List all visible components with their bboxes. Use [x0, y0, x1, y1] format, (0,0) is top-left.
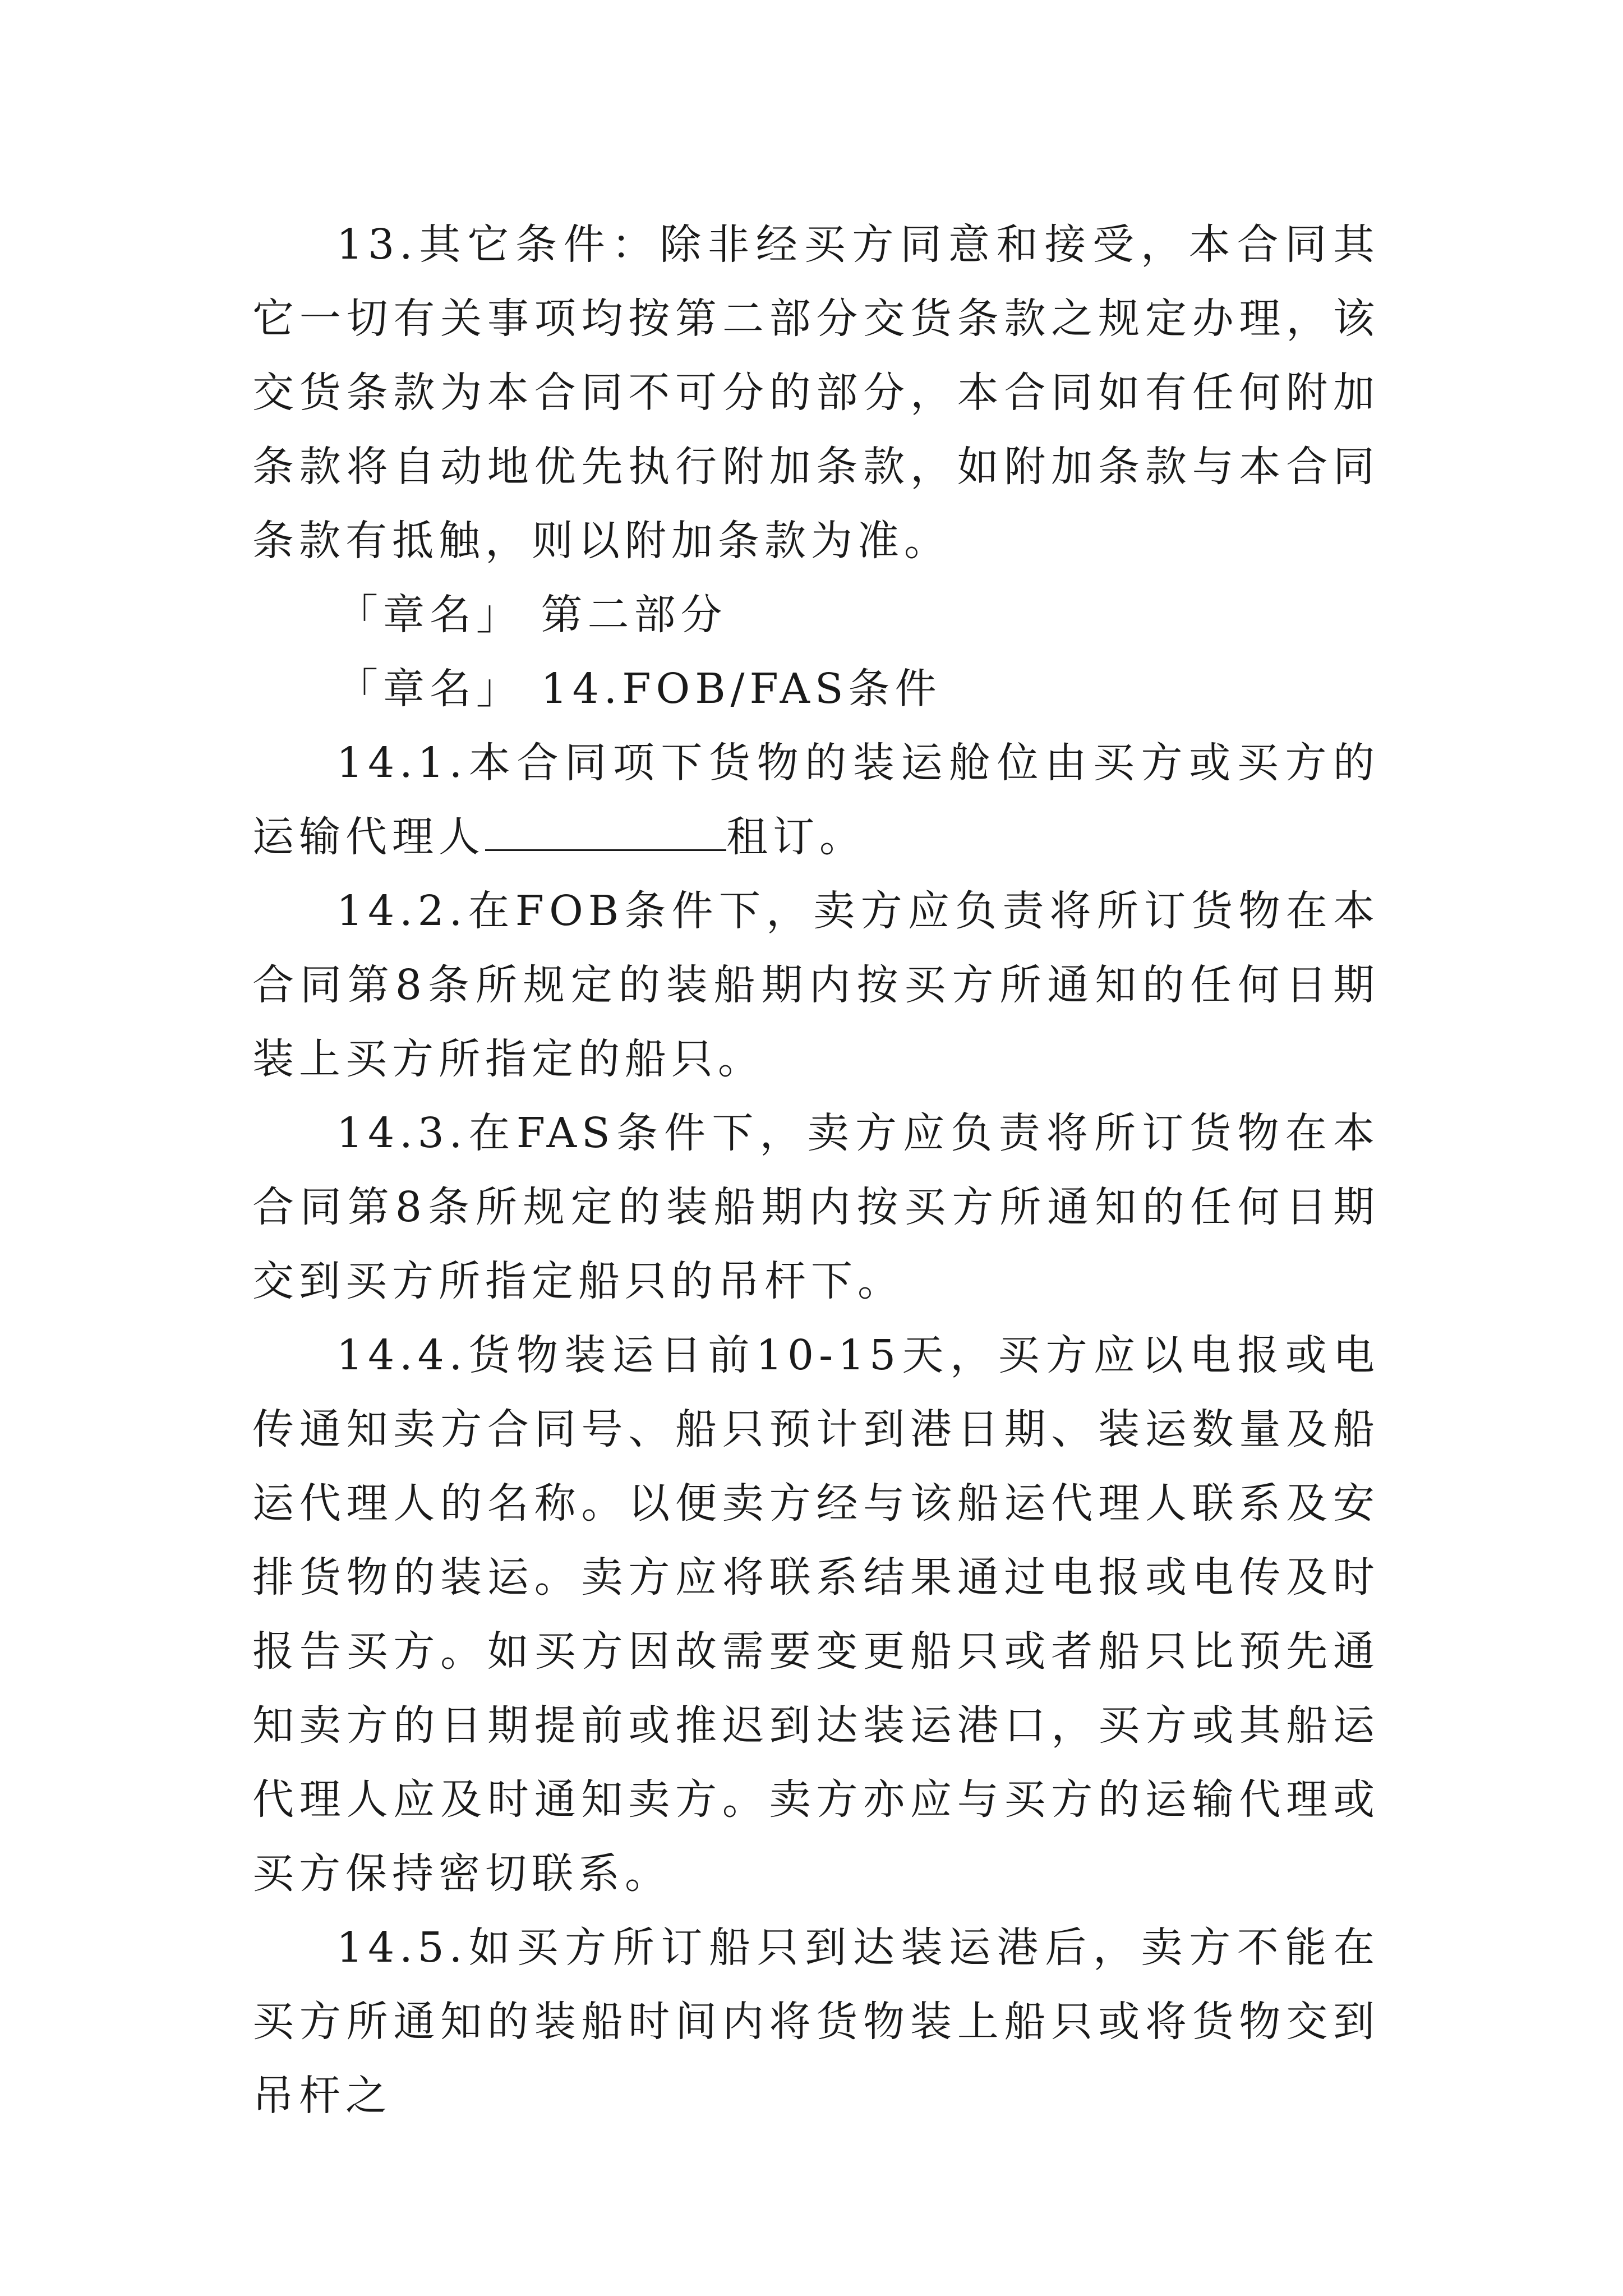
- clause-14-4: 14.4.货物装运日前10-15天，买方应以电报或电传通知卖方合同号、船只预计到港日期、装运数量及船运代理人的名称。以便卖方经与该船运代理人联系及安排货物的装运。卖方应将联系结果通过电报或电传及时报告买方。如买方因故需要变更船只或者船只比预先通知卖方的日期提前或推迟到达装运港口，买方或其船运代理人应及时通知卖方。卖方亦应与买方的运输代理或买方保持密切联系。: [252, 1331, 1380, 1898]
- clause-14-1-end: 租订。: [726, 813, 866, 861]
- clause-14-1-text: 14.1.本合同项下货物的装运舱位由买方或买方的运输代理人: [252, 739, 1380, 861]
- clause-14-5: 14.5.如买方所订船只到达装运港后，卖方不能在买方所通知的装船时间内将货物装上船只或将货物交到吊杆之: [252, 1924, 1380, 2120]
- chapter-heading-fob-fas: 「章名」 14.FOB/FAS条件: [336, 665, 942, 713]
- clause-14-1: [252, 726, 1380, 874]
- document-page: [252, 208, 1380, 2133]
- clause-13: 13.其它条件：除非经买方同意和接受，本合同其它一切有关事项均按第二部分交货条款之规定办理，该交货条款为本合同不可分的部分，本合同如有任何附加条款将自动地优先执行附加条款，如附加条款与本合同条款有抵触，则以附加条款为准。: [252, 220, 1380, 565]
- blank-underline: [485, 804, 726, 851]
- clause-14-2: 14.2.在FOB条件下，卖方应负责将所订货物在本合同第8条所规定的装船期内按买方所通知的任何日期装上买方所指定的船只。: [252, 887, 1380, 1083]
- clause-14-3: 14.3.在FAS条件下，卖方应负责将所订货物在本合同第8条所规定的装船期内按买方所通知的任何日期交到买方所指定船只的吊杆下。: [252, 1109, 1380, 1305]
- chapter-heading-part-two: 「章名」 第二部分: [336, 591, 727, 639]
